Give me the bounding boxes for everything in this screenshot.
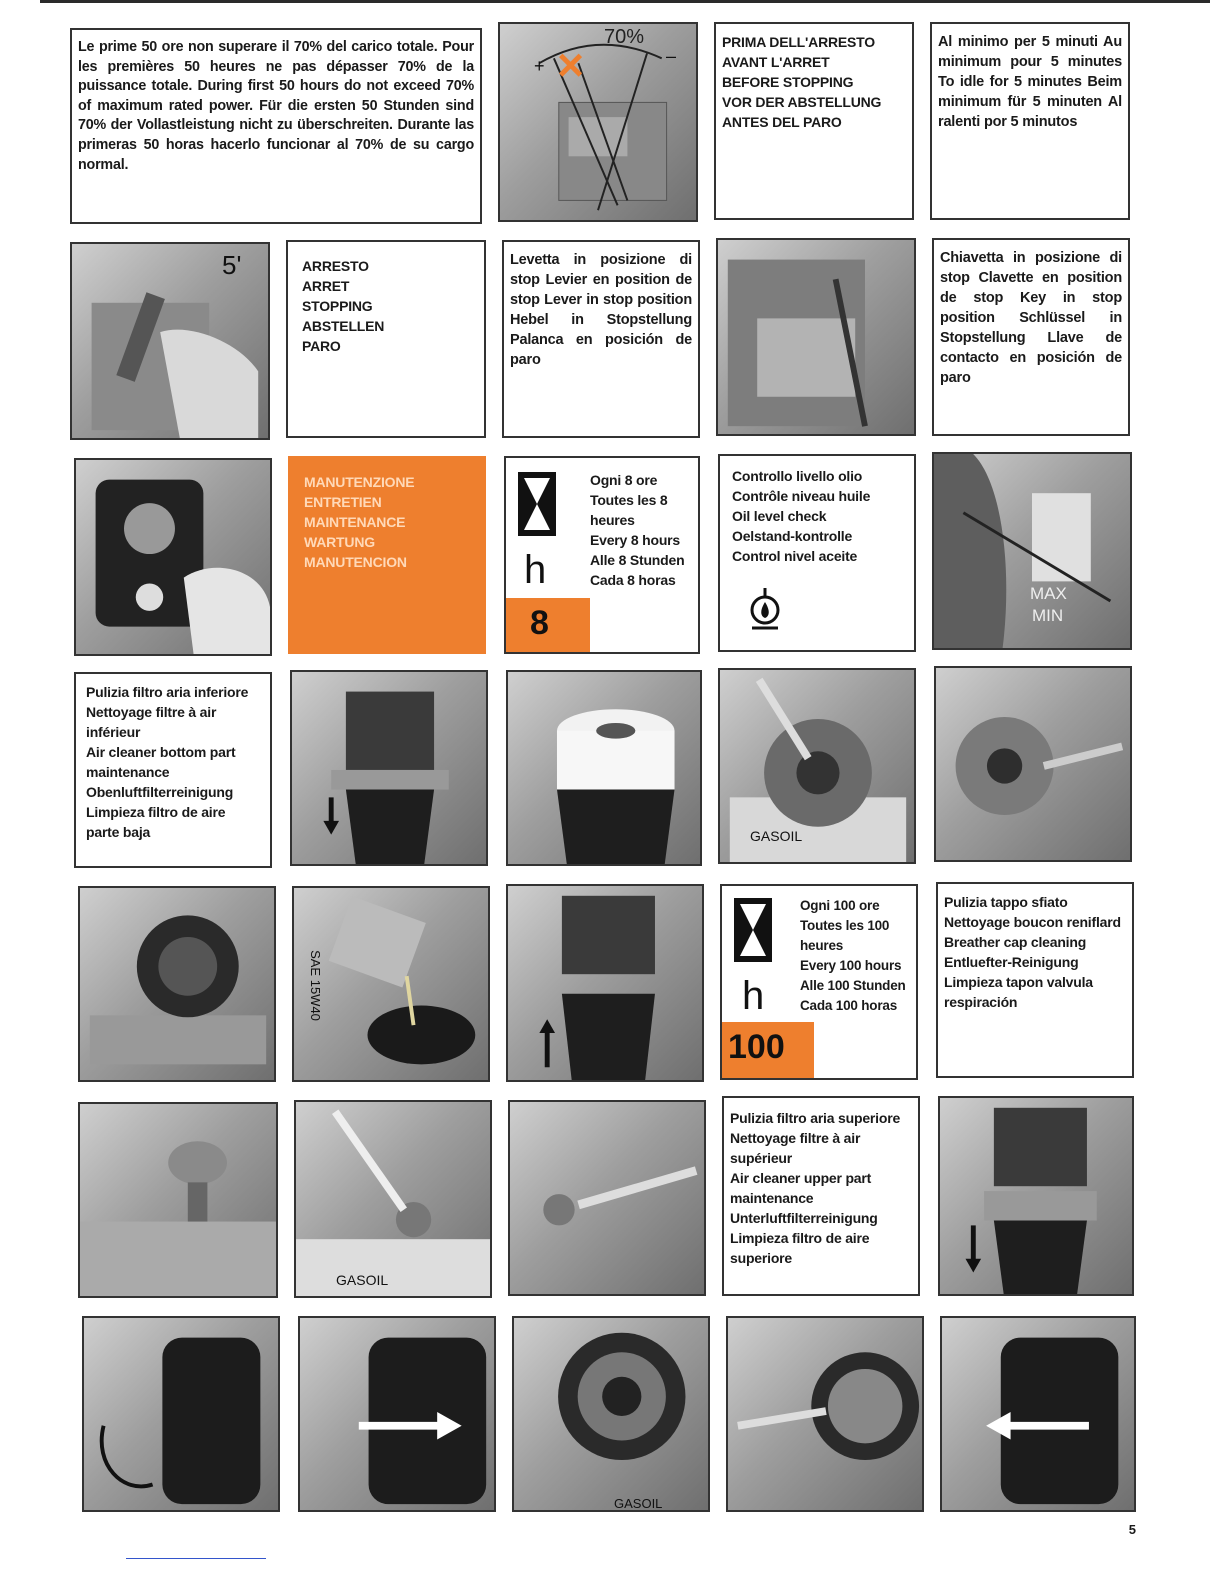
- stopping-line: ABSTELLEN: [302, 318, 385, 334]
- air-bottom-photo-1: [290, 670, 488, 866]
- idle-line: To idle for 5 minutes: [938, 74, 1082, 90]
- gasoil-label: GASOIL: [614, 1496, 663, 1511]
- breather-remove-photo: [78, 1102, 278, 1298]
- stopping-box: [286, 240, 486, 438]
- key-stop-line: Clavette en position de stop: [940, 270, 1122, 306]
- idle-line: Al minimo per 5 minuti: [938, 34, 1098, 50]
- every8-line: Ogni 8 ore: [590, 472, 658, 488]
- key-stop-photo: [74, 458, 272, 656]
- every8-line: Alle 8 Stunden: [590, 552, 685, 568]
- lever-stop-line: Levier en position de stop: [510, 272, 692, 308]
- air-upper-box: [722, 1096, 920, 1296]
- breather-line: Nettoyage boucon reniflard: [944, 914, 1121, 930]
- maintenance-line: MANUTENCION: [304, 554, 407, 570]
- before-stopping-line: BEFORE STOPPING: [722, 74, 854, 90]
- key-stop-line: Schlüssel in Stopstellung: [940, 310, 1122, 346]
- lever-stop-line: Palanca en posición de paro: [510, 332, 692, 368]
- air-bottom-line: Pulizia filtro aria inferiore: [86, 684, 249, 700]
- air-upper-line: Nettoyage filtre à air supérieur: [730, 1130, 861, 1166]
- every8-line: Toutes les 8 heures: [590, 492, 668, 528]
- air-bottom-line: Nettoyage filtre à air inférieur: [86, 704, 217, 740]
- dipstick-min-label: MIN: [1032, 606, 1064, 625]
- bowl-clean-photo: [78, 886, 276, 1082]
- maintenance-line: MAINTENANCE: [304, 514, 406, 530]
- dipstick-photo: [932, 452, 1132, 650]
- every100-line: Alle 100 Stunden: [800, 978, 906, 993]
- air-upper-line: Unterluftfilterreinigung: [730, 1210, 878, 1226]
- intro-line: Pour les premières 50 heures ne pas dépasser 70% de la puissance totale.: [78, 39, 474, 95]
- maintenance-line: WARTUNG: [304, 534, 375, 550]
- every100-line: Cada 100 horas: [800, 998, 897, 1013]
- lever-stop-line: Lever in stop position: [544, 292, 692, 308]
- dipstick-max-label: MAX: [1030, 584, 1067, 603]
- breather-wash-photo: [294, 1100, 492, 1298]
- every100-badge: 100: [722, 1022, 814, 1078]
- before-stopping-line: VOR DER ABSTELLUNG: [722, 94, 882, 110]
- every100-line: Every 100 hours: [800, 958, 902, 973]
- top-rule: [40, 0, 1210, 3]
- idle-line: Au minimum pour 5 minutes: [938, 34, 1122, 70]
- stopping-line: PARO: [302, 338, 341, 354]
- hourglass-icon: [518, 472, 556, 536]
- key-stop-line: Key in stop position: [940, 290, 1122, 326]
- maintenance-line: MANUTENZIONE: [304, 474, 415, 490]
- throttle-percent-label: 70%: [604, 26, 645, 48]
- air-bottom-blow-photo: [934, 666, 1132, 862]
- air-upper-line: Air cleaner upper part maintenance: [730, 1170, 872, 1206]
- key-stop-line: Llave de contacto en posición de paro: [940, 330, 1122, 386]
- upper-blow-photo: [726, 1316, 924, 1512]
- breather-blow-photo: [508, 1100, 706, 1296]
- before-stopping-line: AVANT L'ARRET: [722, 54, 830, 70]
- intro-line: Le prime 50 ore non superare il 70% del carico totale.: [78, 39, 438, 55]
- maintenance-box: [288, 456, 486, 654]
- air-bottom-photo-2: [506, 670, 702, 866]
- oil-check-line: Contrôle niveau huile: [732, 488, 871, 504]
- every8-line: Cada 8 horas: [590, 572, 676, 588]
- intro-line: During first 50 hours do not exceed 70% of maximum rated power.: [78, 78, 474, 114]
- throttle-plus-label: +: [534, 56, 545, 76]
- oil-can-icon: [748, 586, 782, 632]
- stopping-line: ARRET: [302, 278, 350, 294]
- intro-line: Durante las primeras 50 horas hacerlo funcionar al 70% de su cargo normal.: [78, 117, 474, 173]
- every100-line: Ogni 100 ore: [800, 898, 880, 913]
- before-stopping-line: ANTES DEL PARO: [722, 114, 842, 130]
- lever-stop-box: [502, 240, 700, 438]
- idle-time-label: 5': [222, 250, 242, 280]
- bowl-refit-photo: [506, 884, 704, 1082]
- upper-unclip-photo: [82, 1316, 280, 1512]
- idle-box: [930, 22, 1130, 220]
- throttle-photo: [498, 22, 698, 222]
- upper-wash-photo: [512, 1316, 710, 1512]
- oil-grade-label: SAE 15W40: [307, 950, 323, 1021]
- intro-line: Für die ersten 50 Stunden sind 70% der Vollastleistung nicht zu überschreiten.: [78, 97, 474, 134]
- footer-link-line: [126, 1558, 266, 1559]
- upper-remove-photo: [298, 1316, 496, 1512]
- every8-badge: 8: [506, 598, 590, 652]
- air-upper-line: Limpieza filtro de aire superiore: [730, 1230, 870, 1266]
- maintenance-line: ENTRETIEN: [304, 494, 382, 510]
- idle-line: Al ralenti por 5 minutos: [938, 94, 1122, 130]
- oil-check-line: Controllo livello olio: [732, 468, 863, 484]
- oil-check-line: Oil level check: [732, 508, 827, 524]
- hourglass-icon: [734, 898, 772, 962]
- every8-line: Every 8 hours: [590, 532, 680, 548]
- air-bottom-box: [74, 672, 272, 868]
- idle-lever-photo: [70, 242, 270, 440]
- oil-check-line: Oelstand-kontrolle: [732, 528, 853, 544]
- every100-line: Toutes les 100 heures: [800, 918, 890, 953]
- every8-box: [504, 456, 700, 654]
- every100-hour-symbol: h: [742, 974, 765, 1018]
- before-stopping-line: PRIMA DELL'ARRESTO: [722, 34, 875, 50]
- page-number: 5: [1128, 1522, 1136, 1537]
- breather-line: Breather cap cleaning: [944, 934, 1087, 950]
- oil-check-line: Control nivel aceite: [732, 548, 858, 564]
- breather-line: Limpieza tapon valvula respiración: [944, 974, 1093, 1010]
- air-upper-photo: [938, 1096, 1134, 1296]
- stopping-line: STOPPING: [302, 298, 373, 314]
- every100-box: [720, 884, 918, 1080]
- gasoil-label: GASOIL: [336, 1272, 389, 1288]
- lever-stop-photo: [716, 238, 916, 436]
- before-stopping-box: [714, 22, 914, 220]
- every8-hour-symbol: h: [524, 548, 547, 592]
- lever-stop-line: Levetta in posizione di stop: [510, 252, 692, 288]
- breather-line: Pulizia tappo sfiato: [944, 894, 1068, 910]
- intro-box: [70, 28, 482, 224]
- oil-check-box: [718, 454, 916, 652]
- throttle-minus-label: –: [666, 46, 677, 66]
- key-stop-box: [932, 238, 1130, 436]
- air-bottom-brush-photo: [718, 668, 916, 864]
- key-stop-line: Chiavetta in posizione di stop: [940, 250, 1122, 286]
- stopping-line: ARRESTO: [302, 258, 369, 274]
- upper-refit-photo: [940, 1316, 1136, 1512]
- idle-line: Beim minimum für 5 minuten: [938, 74, 1122, 110]
- air-bottom-line: Limpieza filtro de aire parte baja: [86, 804, 226, 840]
- air-bottom-line: Air cleaner bottom part maintenance: [86, 744, 236, 780]
- lever-stop-line: Hebel in Stopstellung: [510, 312, 692, 328]
- gasoil-label: GASOIL: [750, 828, 803, 844]
- breather-line: Entluefter-Reinigung: [944, 954, 1079, 970]
- oil-fill-photo: [292, 886, 490, 1082]
- breather-box: [936, 882, 1134, 1078]
- air-upper-line: Pulizia filtro aria superiore: [730, 1110, 901, 1126]
- air-bottom-line: Obenluftfilterreinigung: [86, 784, 234, 800]
